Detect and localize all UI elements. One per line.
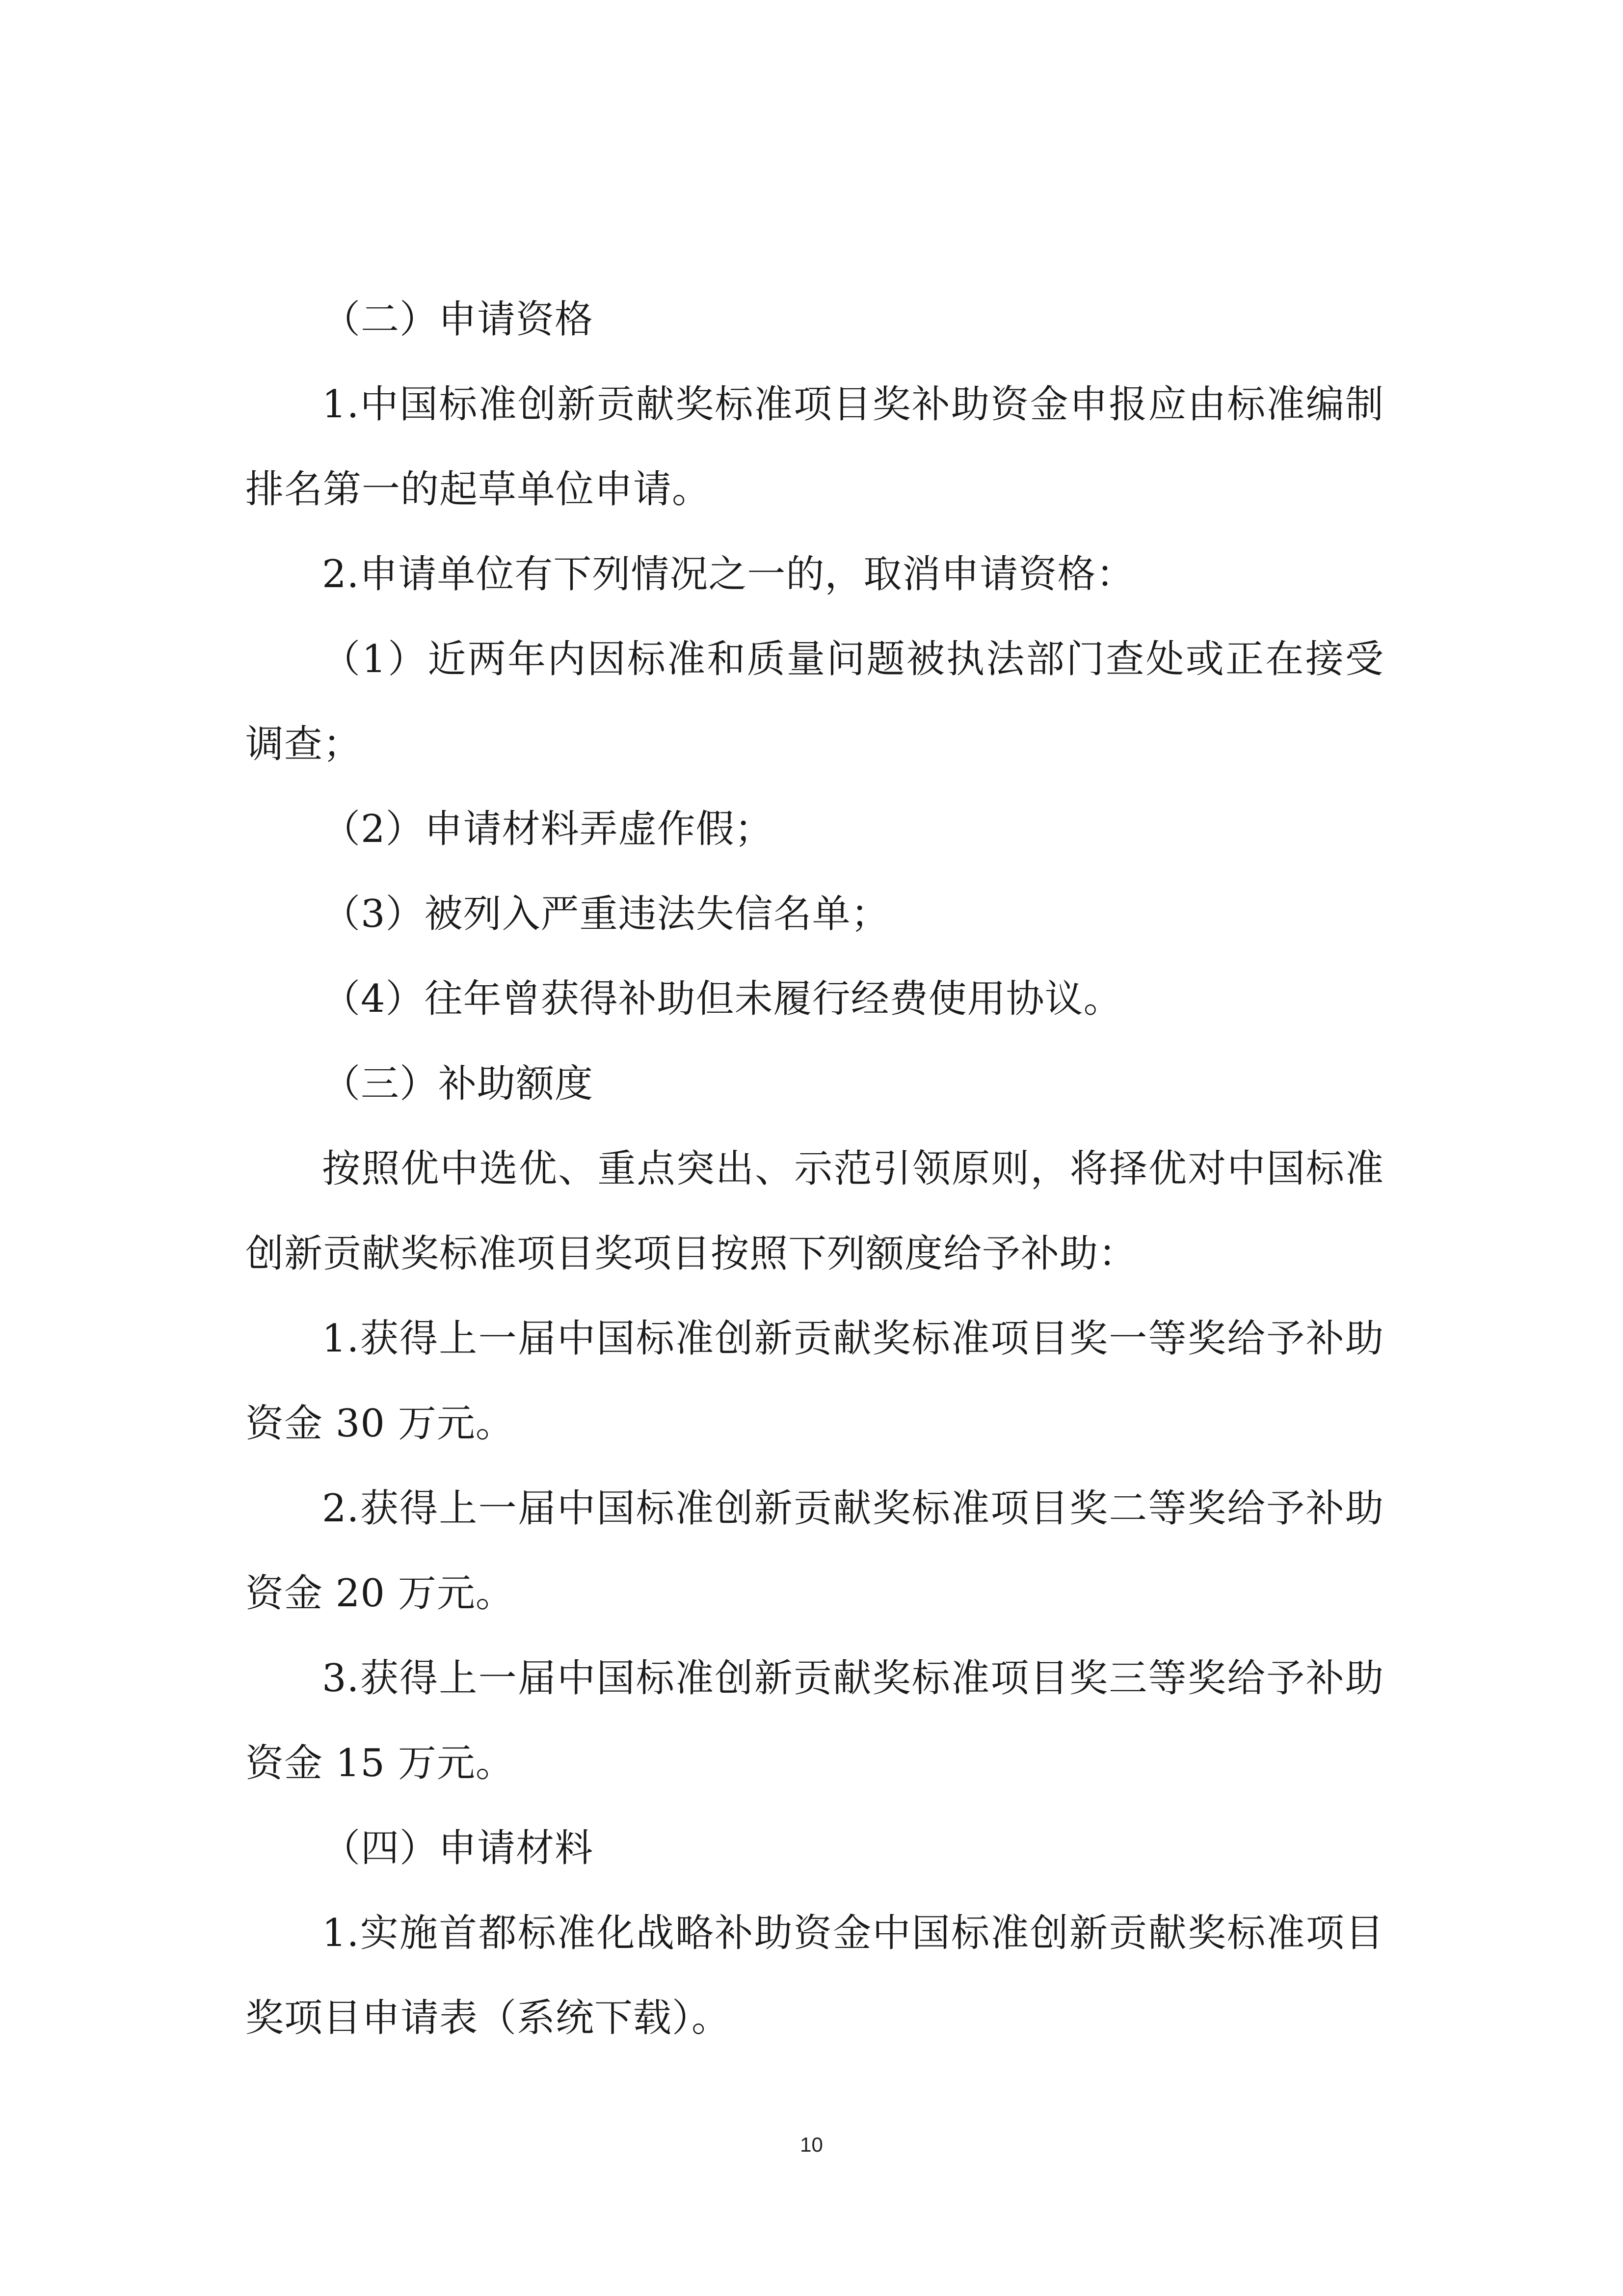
list-item: （4）往年曾获得补助但未履行经费使用协议。 <box>322 977 1122 1021</box>
section-heading-eligibility: （二）申请资格 <box>322 297 594 342</box>
paragraph: 2.获得上一届中国标准创新贡献奖标准项目奖二等奖给予补助资金 20 万元。 <box>245 1486 1384 1616</box>
list-item: （3）被列入严重违法失信名单； <box>322 892 890 936</box>
list-item: （2）申请材料弄虚作假； <box>322 807 773 851</box>
paragraph: 1.获得上一届中国标准创新贡献奖标准项目奖一等奖给予补助资金 30 万元。 <box>245 1317 1384 1446</box>
paragraph: 按照优中选优、重点突出、示范引领原则，将择优对中国标准创新贡献奖标准项目奖项目按照下列额度给予补助： <box>245 1147 1384 1276</box>
paragraph: 1.实施首都标准化战略补助资金中国标准创新贡献奖标准项目奖项目申请表（系统下载）。 <box>245 1911 1384 2040</box>
section-heading-application-materials: （四）申请材料 <box>322 1826 594 1870</box>
page-number: 10 <box>800 2133 823 2156</box>
list-item: （1）近两年内因标准和质量问题被执法部门查处或正在接受调查； <box>245 637 1384 766</box>
section-heading-subsidy-amount: （三）补助额度 <box>322 1062 594 1106</box>
paragraph: 2.申请单位有下列情况之一的，取消申请资格： <box>322 552 1135 596</box>
paragraph: 3.获得上一届中国标准创新贡献奖标准项目奖三等奖给予补助资金 15 万元。 <box>245 1656 1384 1785</box>
document-body <box>245 277 1384 2061</box>
paragraph: 1.中国标准创新贡献奖标准项目奖补助资金申报应由标准编制排名第一的起草单位申请。 <box>245 382 1384 512</box>
